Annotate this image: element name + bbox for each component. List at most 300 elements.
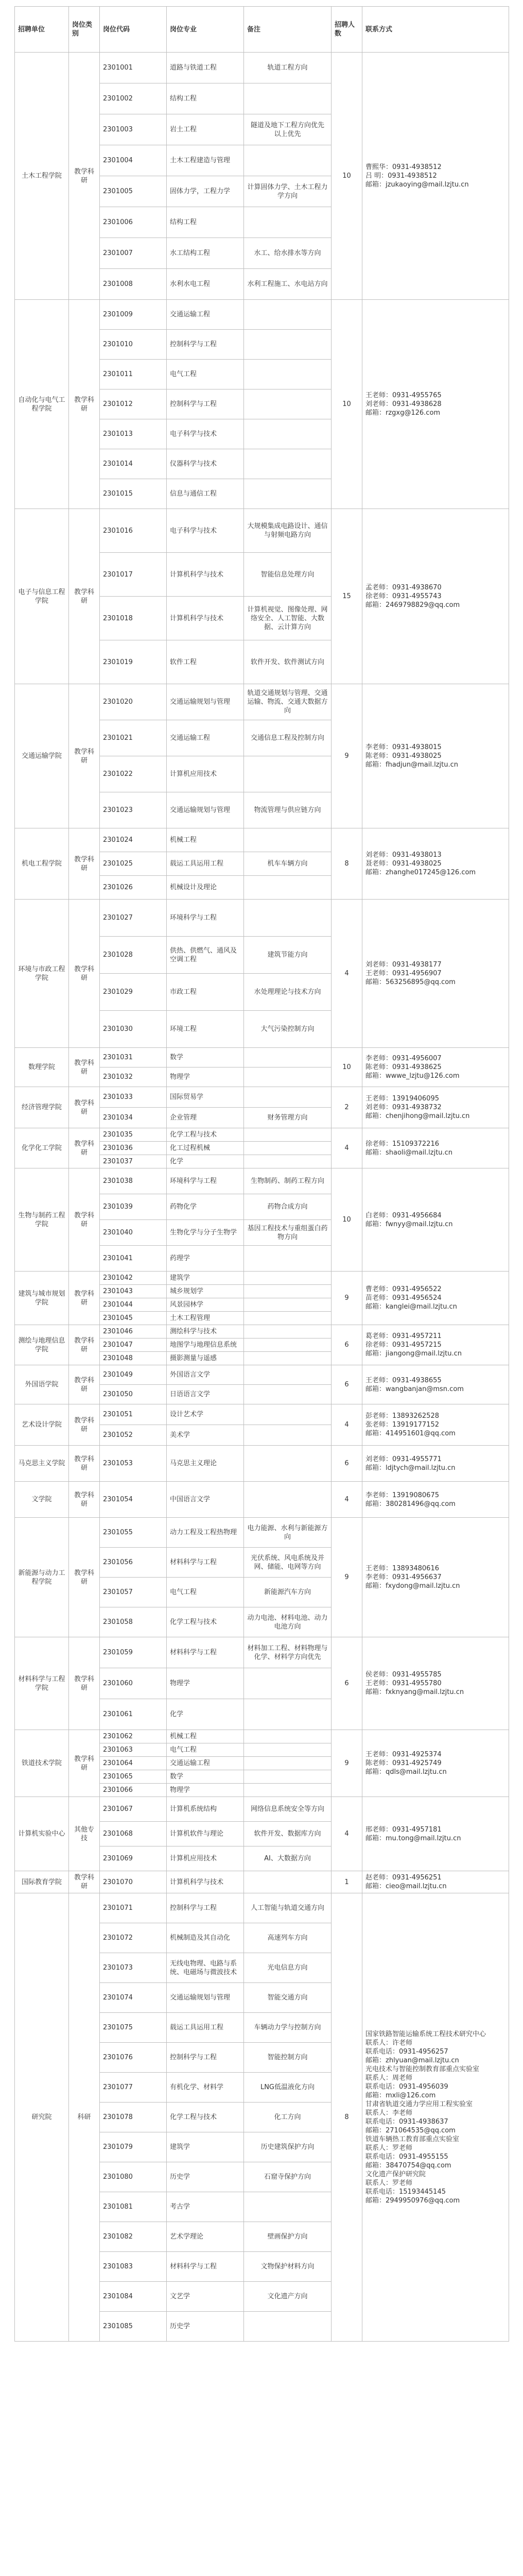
major-cell: 水利水电工程 <box>167 269 244 300</box>
category-cell: 教学科研 <box>69 1365 100 1404</box>
remark-cell: 大规模集成电路设计、通信与射频电路方向 <box>244 509 332 553</box>
unit-name-cell: 自动化与电气工程学院 <box>15 300 69 509</box>
position-code-cell: 2301003 <box>100 114 167 145</box>
major-cell: 供热、供燃气、通风及空调工程 <box>167 937 244 974</box>
remark-cell: 文物保护材料方向 <box>244 2252 332 2282</box>
count-cell: 10 <box>332 53 362 300</box>
remark-cell <box>244 2312 332 2342</box>
count-cell: 2 <box>332 1087 362 1128</box>
position-code-cell: 2301005 <box>100 176 167 207</box>
position-code-cell: 2301045 <box>100 1312 167 1325</box>
position-code-cell: 2301004 <box>100 145 167 176</box>
remark-cell <box>244 1128 332 1142</box>
major-cell: 测绘科学与技术 <box>167 1325 244 1338</box>
remark-cell <box>244 1743 332 1757</box>
table-row <box>15 1446 509 1482</box>
unit-name-cell: 文学院 <box>15 1482 69 1518</box>
major-cell: 化学工程与技术 <box>167 2103 244 2132</box>
major-cell: 药理学 <box>167 1246 244 1272</box>
count-cell: 4 <box>332 1482 362 1518</box>
position-code-cell: 2301020 <box>100 684 167 720</box>
major-cell: 有机化学、材料学 <box>167 2073 244 2103</box>
category-cell: 教学科研 <box>69 1272 100 1325</box>
remark-cell: 文化遗产方向 <box>244 2282 332 2312</box>
remark-cell <box>244 828 332 852</box>
table-row <box>15 509 509 553</box>
category-cell: 教学科研 <box>69 1087 100 1128</box>
major-cell: 艺术学理论 <box>167 2222 244 2252</box>
remark-cell <box>244 1730 332 1743</box>
position-code-cell: 2301016 <box>100 509 167 553</box>
table-row <box>15 1518 509 1548</box>
count-cell: 10 <box>332 1168 362 1272</box>
major-cell: 风景园林学 <box>167 1298 244 1312</box>
unit-name-cell: 外国语学院 <box>15 1365 69 1404</box>
position-code-cell: 2301022 <box>100 756 167 792</box>
position-code-cell: 2301048 <box>100 1352 167 1365</box>
position-code-cell: 2301012 <box>100 389 167 419</box>
major-cell: 水工结构工程 <box>167 238 244 269</box>
position-code-cell: 2301039 <box>100 1194 167 1220</box>
major-cell: 生物化学与分子生物学 <box>167 1220 244 1246</box>
remark-cell <box>244 900 332 937</box>
major-cell: 电气工程 <box>167 1743 244 1757</box>
contact-cell: 曹熙华：0931-4938512 吕 明：0931-4938512 邮箱：jzukaoying@mail.lzjtu.cn <box>362 53 509 300</box>
position-code-cell: 2301001 <box>100 53 167 83</box>
position-code-cell: 2301065 <box>100 1770 167 1784</box>
position-code-cell: 2301052 <box>100 1425 167 1446</box>
table-row <box>15 1128 509 1142</box>
category-cell: 教学科研 <box>69 53 100 300</box>
major-cell: 交通运输工程 <box>167 720 244 756</box>
major-cell: 化学工程与技术 <box>167 1128 244 1142</box>
remark-cell <box>244 1784 332 1797</box>
position-code-cell: 2301029 <box>100 974 167 1011</box>
count-cell: 15 <box>332 509 362 684</box>
category-cell: 教学科研 <box>69 1730 100 1797</box>
remark-cell: 化工方向 <box>244 2103 332 2132</box>
remark-cell <box>244 207 332 238</box>
contact-cell: 徐老师：15109372216 邮箱：shaoli@mail.lzjtu.cn <box>362 1128 509 1168</box>
unit-name-cell: 交通运输学院 <box>15 684 69 828</box>
remark-cell <box>244 1770 332 1784</box>
position-code-cell: 2301036 <box>100 1142 167 1155</box>
table-header-row <box>15 7 509 53</box>
count-cell: 4 <box>332 1404 362 1446</box>
unit-name-cell: 经济管理学院 <box>15 1087 69 1128</box>
position-code-cell: 2301083 <box>100 2252 167 2282</box>
major-cell: 化学工程与技术 <box>167 1607 244 1637</box>
remark-cell: 生物制药、制药工程方向 <box>244 1168 332 1194</box>
major-cell: 仪器科学与技术 <box>167 449 244 479</box>
remark-cell: AI、大数据方向 <box>244 1846 332 1871</box>
major-cell: 中国语言文学 <box>167 1482 244 1518</box>
major-cell: 结构工程 <box>167 83 244 114</box>
category-cell: 教学科研 <box>69 1048 100 1087</box>
remark-cell <box>244 419 332 449</box>
major-cell: 机械设计及理论 <box>167 876 244 900</box>
unit-name-cell: 材料科学与工程学院 <box>15 1637 69 1730</box>
unit-name-cell: 环境与市政工程学院 <box>15 900 69 1048</box>
remark-cell: 软件开发、数据库方向 <box>244 1822 332 1846</box>
contact-cell: 孟老师：0931-4938670 徐老师：0931-4955743 邮箱：2469798829@qq.com <box>362 509 509 684</box>
remark-cell <box>244 1425 332 1446</box>
major-cell: 控制科学与工程 <box>167 330 244 360</box>
position-code-cell: 2301054 <box>100 1482 167 1518</box>
remark-cell <box>244 1325 332 1338</box>
contact-cell: 王老师：0931-4925374 陈老师：0931-4925749 邮箱：qdls@mail.lzjtu.cn <box>362 1730 509 1797</box>
position-code-cell: 2301076 <box>100 2043 167 2073</box>
major-cell: 道路与铁道工程 <box>167 53 244 83</box>
position-code-cell: 2301014 <box>100 449 167 479</box>
position-code-cell: 2301067 <box>100 1797 167 1822</box>
position-code-cell: 2301042 <box>100 1272 167 1285</box>
remark-cell: 材料加工工程、材料物理与化学、材料学方向优先 <box>244 1637 332 1668</box>
remark-cell <box>244 83 332 114</box>
count-cell: 6 <box>332 1365 362 1404</box>
unit-name-cell: 艺术设计学院 <box>15 1404 69 1446</box>
major-cell: 物理学 <box>167 1067 244 1087</box>
remark-cell: 智能交通方向 <box>244 1983 332 2013</box>
major-cell: 国际贸易学 <box>167 1087 244 1108</box>
major-cell: 机械工程 <box>167 1730 244 1743</box>
table-row <box>15 1797 509 1822</box>
major-cell: 化工过程机械 <box>167 1142 244 1155</box>
major-cell: 电气工程 <box>167 360 244 389</box>
major-cell: 历史学 <box>167 2162 244 2192</box>
position-code-cell: 2301019 <box>100 640 167 684</box>
major-cell: 设计艺术学 <box>167 1404 244 1425</box>
header-unit: 招聘单位 <box>15 7 69 53</box>
unit-name-cell: 研究院 <box>15 1893 69 2342</box>
remark-cell: 电力能源、水利与新能源方向 <box>244 1518 332 1548</box>
contact-cell: 李老师：13919080675 邮箱：380281496@qq.com <box>362 1482 509 1518</box>
position-code-cell: 2301030 <box>100 1011 167 1048</box>
position-code-cell: 2301038 <box>100 1168 167 1194</box>
position-code-cell: 2301008 <box>100 269 167 300</box>
remark-cell: 光伏系统、风电系统及并网、储能、电网等方向 <box>244 1548 332 1578</box>
remark-cell: 动力电池、材料电池、动力电池方向 <box>244 1607 332 1637</box>
position-code-cell: 2301062 <box>100 1730 167 1743</box>
major-cell: 地图学与地理信息系统 <box>167 1338 244 1352</box>
remark-cell: 计算固体力学、土木工程力学方向 <box>244 176 332 207</box>
position-code-cell: 2301077 <box>100 2073 167 2103</box>
remark-cell: 轨道交通规划与管理、交通运输、物流、交通大数据方向 <box>244 684 332 720</box>
table-row <box>15 1730 509 1743</box>
category-cell: 教学科研 <box>69 1482 100 1518</box>
position-code-cell: 2301081 <box>100 2192 167 2222</box>
position-code-cell: 2301032 <box>100 1067 167 1087</box>
remark-cell <box>244 145 332 176</box>
major-cell: 美术学 <box>167 1425 244 1446</box>
major-cell: 物理学 <box>167 1784 244 1797</box>
position-code-cell: 2301031 <box>100 1048 167 1067</box>
remark-cell <box>244 1087 332 1108</box>
contact-cell: 葛老师：0931-4957211 徐老师：0931-4957215 邮箱：jiangong@mail.lzjtu.cn <box>362 1325 509 1365</box>
position-code-cell: 2301011 <box>100 360 167 389</box>
position-code-cell: 2301084 <box>100 2282 167 2312</box>
remark-cell <box>244 1385 332 1404</box>
table-row <box>15 1168 509 1194</box>
major-cell: 交通运输工程 <box>167 1757 244 1770</box>
remark-cell: 基因工程技术与重组蛋白药物方向 <box>244 1220 332 1246</box>
remark-cell: 财务管理方向 <box>244 1108 332 1128</box>
major-cell: 控制科学与工程 <box>167 1893 244 1923</box>
major-cell: 外国语言文学 <box>167 1365 244 1385</box>
remark-cell <box>244 756 332 792</box>
category-cell: 教学科研 <box>69 1128 100 1168</box>
unit-name-cell: 机电工程学院 <box>15 828 69 900</box>
major-cell: 文艺学 <box>167 2282 244 2312</box>
position-code-cell: 2301075 <box>100 2013 167 2043</box>
count-cell: 6 <box>332 1446 362 1482</box>
major-cell: 岩土工程 <box>167 114 244 145</box>
major-cell: 化学 <box>167 1699 244 1730</box>
major-cell: 机械工程 <box>167 828 244 852</box>
header-contact: 联系方式 <box>362 7 509 53</box>
unit-name-cell: 铁道技术学院 <box>15 1730 69 1797</box>
remark-cell: 网络信息系统安全等方向 <box>244 1797 332 1822</box>
major-cell: 计算机科学与技术 <box>167 1871 244 1893</box>
major-cell: 软件工程 <box>167 640 244 684</box>
position-code-cell: 2301010 <box>100 330 167 360</box>
remark-cell <box>244 300 332 330</box>
category-cell: 教学科研 <box>69 1446 100 1482</box>
position-code-cell: 2301068 <box>100 1822 167 1846</box>
major-cell: 计算机应用技术 <box>167 756 244 792</box>
category-cell: 教学科研 <box>69 1518 100 1637</box>
contact-cell: 李老师：0931-4938015 陈老师：0931-4938025 邮箱：fhadjun@mail.lzjtu.cn <box>362 684 509 828</box>
major-cell: 计算机应用技术 <box>167 1846 244 1871</box>
table-row <box>15 684 509 720</box>
position-code-cell: 2301002 <box>100 83 167 114</box>
count-cell: 6 <box>332 1325 362 1365</box>
category-cell: 教学科研 <box>69 684 100 828</box>
count-cell: 10 <box>332 300 362 509</box>
remark-cell: 人工智能与轨道交通方向 <box>244 1893 332 1923</box>
remark-cell <box>244 1312 332 1325</box>
position-code-cell: 2301082 <box>100 2222 167 2252</box>
contact-cell: 白老师：0931-4956684 邮箱：fwnyy@mail.lzjtu.cn <box>362 1168 509 1272</box>
position-code-cell: 2301044 <box>100 1298 167 1312</box>
position-code-cell: 2301078 <box>100 2103 167 2132</box>
position-code-cell: 2301027 <box>100 900 167 937</box>
count-cell: 9 <box>332 684 362 828</box>
position-code-cell: 2301047 <box>100 1338 167 1352</box>
position-code-cell: 2301070 <box>100 1871 167 1893</box>
major-cell: 交通运输规划与管理 <box>167 684 244 720</box>
major-cell: 载运工具运用工程 <box>167 2013 244 2043</box>
table-row <box>15 828 509 852</box>
table-row <box>15 1893 509 1923</box>
major-cell: 药物化学 <box>167 1194 244 1220</box>
remark-cell: 光电信息方向 <box>244 1953 332 1983</box>
major-cell: 控制科学与工程 <box>167 389 244 419</box>
remark-cell <box>244 1048 332 1067</box>
position-code-cell: 2301085 <box>100 2312 167 2342</box>
major-cell: 数学 <box>167 1770 244 1784</box>
position-code-cell: 2301074 <box>100 1983 167 2013</box>
major-cell: 马克思主义理论 <box>167 1446 244 1482</box>
category-cell: 其他专技 <box>69 1797 100 1871</box>
major-cell: 无线电物理、电路与系统、电磁场与微波技术 <box>167 1953 244 1983</box>
remark-cell <box>244 389 332 419</box>
remark-cell: 智能信息处理方向 <box>244 553 332 597</box>
category-cell: 教学科研 <box>69 1404 100 1446</box>
remark-cell <box>244 1757 332 1770</box>
table-row <box>15 1048 509 1067</box>
position-code-cell: 2301059 <box>100 1637 167 1668</box>
position-code-cell: 2301064 <box>100 1757 167 1770</box>
remark-cell: 高速列车方向 <box>244 1923 332 1953</box>
remark-cell <box>244 1699 332 1730</box>
category-cell: 教学科研 <box>69 1168 100 1272</box>
major-cell: 计算机科学与技术 <box>167 553 244 597</box>
position-code-cell: 2301034 <box>100 1108 167 1128</box>
remark-cell: 智能控制方向 <box>244 2043 332 2073</box>
remark-cell: 水工、给水排水等方向 <box>244 238 332 269</box>
unit-name-cell: 新能源与动力工程学院 <box>15 1518 69 1637</box>
major-cell: 计算机软件与理论 <box>167 1822 244 1846</box>
count-cell: 10 <box>332 1048 362 1087</box>
remark-cell <box>244 1155 332 1168</box>
major-cell: 土木工程管理 <box>167 1312 244 1325</box>
remark-cell <box>244 1272 332 1285</box>
remark-cell <box>244 2192 332 2222</box>
remark-cell: 水利工程施工、水电站方向 <box>244 269 332 300</box>
count-cell: 4 <box>332 900 362 1048</box>
table-row <box>15 53 509 83</box>
major-cell: 动力工程及工程热物理 <box>167 1518 244 1548</box>
position-code-cell: 2301056 <box>100 1548 167 1578</box>
major-cell: 结构工程 <box>167 207 244 238</box>
contact-cell: 赵老师：0931-4956251 邮箱：cieo@mail.lzjtu.cn <box>362 1871 509 1893</box>
major-cell: 电子科学与技术 <box>167 419 244 449</box>
contact-cell: 刘老师：0931-4938177 王老师：0931-4956907 邮箱：563256895@qq.com <box>362 900 509 1048</box>
position-code-cell: 2301079 <box>100 2132 167 2162</box>
category-cell: 教学科研 <box>69 828 100 900</box>
unit-name-cell: 马克思主义学院 <box>15 1446 69 1482</box>
contact-cell: 彭老师：13893262528 张老师：13919177152 邮箱：414951601@qq.com <box>362 1404 509 1446</box>
count-cell: 9 <box>332 1272 362 1325</box>
contact-cell: 曹老师：0931-4956522 苗老师：0931-4956524 邮箱：kanglei@mail.lzjtu.cn <box>362 1272 509 1325</box>
category-cell: 科研 <box>69 1893 100 2342</box>
remark-cell: 轨道工程方向 <box>244 53 332 83</box>
remark-cell: 历史建筑保护方向 <box>244 2132 332 2162</box>
table-row <box>15 300 509 330</box>
category-cell: 教学科研 <box>69 1637 100 1730</box>
unit-name-cell: 测绘与地理信息学院 <box>15 1325 69 1365</box>
remark-cell <box>244 1285 332 1298</box>
unit-name-cell: 电子与信息工程学院 <box>15 509 69 684</box>
major-cell: 信息与通信工程 <box>167 479 244 509</box>
position-code-cell: 2301066 <box>100 1784 167 1797</box>
position-code-cell: 2301043 <box>100 1285 167 1298</box>
major-cell: 计算机科学与技术 <box>167 597 244 640</box>
unit-name-cell: 数理学院 <box>15 1048 69 1087</box>
major-cell: 历史学 <box>167 2312 244 2342</box>
remark-cell: LNG低温液化方向 <box>244 2073 332 2103</box>
major-cell: 机械制造及其自动化 <box>167 1923 244 1953</box>
major-cell: 城乡规划学 <box>167 1285 244 1298</box>
major-cell: 土木工程建造与管理 <box>167 145 244 176</box>
major-cell: 物理学 <box>167 1668 244 1699</box>
major-cell: 环境工程 <box>167 1011 244 1048</box>
major-cell: 建筑学 <box>167 1272 244 1285</box>
position-code-cell: 2301046 <box>100 1325 167 1338</box>
table-body <box>15 53 509 2342</box>
major-cell: 摄影测量与遥感 <box>167 1352 244 1365</box>
position-code-cell: 2301061 <box>100 1699 167 1730</box>
remark-cell <box>244 1365 332 1385</box>
major-cell: 交通运输规划与管理 <box>167 792 244 828</box>
remark-cell <box>244 360 332 389</box>
remark-cell <box>244 479 332 509</box>
position-code-cell: 2301018 <box>100 597 167 640</box>
remark-cell <box>244 1871 332 1893</box>
major-cell: 数学 <box>167 1048 244 1067</box>
remark-cell: 建筑节能方向 <box>244 937 332 974</box>
major-cell: 日语语言文学 <box>167 1385 244 1404</box>
major-cell: 企业管理 <box>167 1108 244 1128</box>
position-code-cell: 2301041 <box>100 1246 167 1272</box>
major-cell: 建筑学 <box>167 2132 244 2162</box>
count-cell: 8 <box>332 1893 362 2342</box>
major-cell: 计算机系统结构 <box>167 1797 244 1822</box>
position-code-cell: 2301050 <box>100 1385 167 1404</box>
count-cell: 1 <box>332 1871 362 1893</box>
position-code-cell: 2301007 <box>100 238 167 269</box>
remark-cell <box>244 1246 332 1272</box>
major-cell: 环境科学与工程 <box>167 900 244 937</box>
table-row <box>15 900 509 937</box>
category-cell: 教学科研 <box>69 1325 100 1365</box>
position-code-cell: 2301017 <box>100 553 167 597</box>
unit-name-cell: 计算机实验中心 <box>15 1797 69 1871</box>
count-cell: 8 <box>332 828 362 900</box>
remark-cell <box>244 1482 332 1518</box>
position-code-cell: 2301024 <box>100 828 167 852</box>
position-code-cell: 2301037 <box>100 1155 167 1168</box>
remark-cell <box>244 330 332 360</box>
contact-cell: 邢老师：0931-4957181 邮箱：mu.tong@mail.lzjtu.cn <box>362 1797 509 1871</box>
position-code-cell: 2301071 <box>100 1893 167 1923</box>
position-code-cell: 2301026 <box>100 876 167 900</box>
remark-cell: 软件开发、软件测试方向 <box>244 640 332 684</box>
major-cell: 材料科学与工程 <box>167 1637 244 1668</box>
position-code-cell: 2301015 <box>100 479 167 509</box>
position-code-cell: 2301021 <box>100 720 167 756</box>
position-code-cell: 2301006 <box>100 207 167 238</box>
table-row <box>15 1482 509 1518</box>
category-cell: 教学科研 <box>69 900 100 1048</box>
position-code-cell: 2301069 <box>100 1846 167 1871</box>
position-code-cell: 2301051 <box>100 1404 167 1425</box>
major-cell: 材料科学与工程 <box>167 2252 244 2282</box>
position-code-cell: 2301063 <box>100 1743 167 1757</box>
category-cell: 教学科研 <box>69 509 100 684</box>
remark-cell <box>244 876 332 900</box>
header-category: 岗位类别 <box>69 7 100 53</box>
remark-cell <box>244 449 332 479</box>
major-cell: 化学 <box>167 1155 244 1168</box>
position-code-cell: 2301013 <box>100 419 167 449</box>
contact-cell: 王老师：13893480616 李老师：0931-4956637 邮箱：fxydong@mail.lzjtu.cn <box>362 1518 509 1637</box>
recruitment-table-container <box>14 6 509 2342</box>
position-code-cell: 2301073 <box>100 1953 167 1983</box>
major-cell: 市政工程 <box>167 974 244 1011</box>
table-row <box>15 1365 509 1385</box>
